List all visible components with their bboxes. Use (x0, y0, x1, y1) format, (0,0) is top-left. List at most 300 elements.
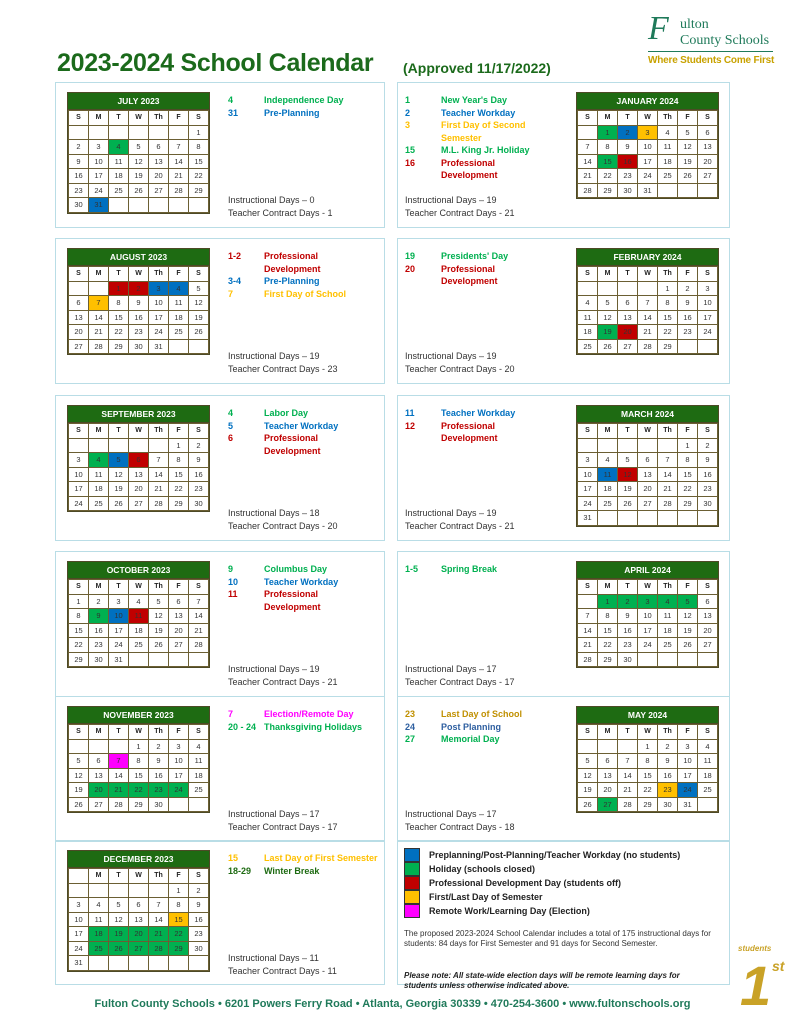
weekday-label: S (698, 580, 718, 595)
day-cell: 12 (149, 609, 169, 624)
day-cell: 28 (149, 496, 169, 511)
week-row (69, 652, 209, 667)
day-cell: 22 (109, 325, 129, 340)
day-cell: 30 (658, 797, 678, 812)
day-cell: 19 (109, 482, 129, 497)
day-cell-green: 4 (658, 594, 678, 609)
week-row (69, 296, 209, 311)
month-title: JULY 2023 (68, 93, 209, 110)
day-cell: 5 (578, 754, 598, 769)
empty-cell (598, 281, 618, 296)
instructional-days: Instructional Days – 0 (228, 195, 315, 205)
weekday-label: S (698, 424, 718, 439)
day-cell: 26 (149, 638, 169, 653)
day-cell: 26 (129, 183, 149, 198)
weekday-header-row (578, 424, 718, 439)
day-cell: 30 (89, 652, 109, 667)
day-cell: 11 (578, 310, 598, 325)
event-label: Spring Break (441, 564, 498, 574)
month-calendar (67, 92, 210, 214)
week-row (578, 125, 718, 140)
day-cell: 18 (578, 325, 598, 340)
day-cell-green: 4 (109, 140, 129, 155)
weekday-label: T (109, 111, 129, 126)
day-cell: 25 (578, 339, 598, 354)
week-row (69, 438, 209, 453)
day-cell: 17 (698, 310, 718, 325)
weekday-label: M (598, 111, 618, 126)
empty-cell (109, 125, 129, 140)
weekday-label: F (169, 580, 189, 595)
week-row (69, 310, 209, 325)
day-cell: 10 (698, 296, 718, 311)
empty-cell (658, 183, 678, 198)
event-date: 20 - 24 (228, 721, 257, 732)
weekday-label: T (109, 267, 129, 282)
weekday-label: F (678, 725, 698, 740)
instructional-days: Instructional Days – 18 (228, 508, 320, 518)
day-cell: 23 (189, 927, 209, 942)
day-cell: 28 (618, 797, 638, 812)
weekday-label: T (618, 424, 638, 439)
day-cell: 1 (678, 438, 698, 453)
day-cell: 5 (129, 140, 149, 155)
day-cell: 21 (169, 169, 189, 184)
day-cell: 8 (169, 898, 189, 913)
event-date: 12 (405, 420, 416, 431)
election-note: Please note: All state-wide election days will be remote learning days for students unless otherwise indicated above. (404, 971, 680, 990)
day-cell: 31 (578, 511, 598, 526)
weekday-label (69, 869, 89, 884)
day-cell: 29 (638, 797, 658, 812)
day-cell: 23 (618, 169, 638, 184)
event-item (228, 420, 372, 433)
month-panel (55, 395, 385, 541)
day-cell: 30 (189, 496, 209, 511)
day-cell: 9 (678, 296, 698, 311)
weekday-label: W (638, 725, 658, 740)
weekday-label: S (189, 424, 209, 439)
event-date: 18-29 (228, 865, 252, 876)
day-cell: 20 (598, 783, 618, 798)
weekday-label: Th (149, 424, 169, 439)
event-label: New Year's Day (441, 95, 508, 105)
day-counts (405, 808, 515, 834)
event-label: Columbus Day (264, 564, 328, 574)
day-cell: 28 (578, 652, 598, 667)
day-cell: 14 (169, 154, 189, 169)
weekday-label: M (89, 725, 109, 740)
weekday-label: S (578, 580, 598, 595)
event-label: Last Day of School (441, 709, 523, 719)
event-list (405, 708, 549, 746)
day-cell: 22 (189, 169, 209, 184)
day-cell: 2 (698, 438, 718, 453)
week-row (578, 438, 718, 453)
day-cell: 1 (189, 125, 209, 140)
weekday-label: Th (149, 869, 169, 884)
event-item (228, 563, 372, 576)
event-date: 1 (405, 95, 411, 105)
day-cell: 21 (658, 482, 678, 497)
event-item (228, 588, 372, 613)
weekday-label: S (189, 111, 209, 126)
event-date: 31 (228, 107, 239, 118)
empty-cell (69, 883, 89, 898)
day-cell: 25 (129, 638, 149, 653)
day-cell: 21 (578, 638, 598, 653)
day-cell: 23 (678, 325, 698, 340)
day-cell: 24 (638, 169, 658, 184)
day-grid (68, 579, 209, 667)
month-panel (55, 696, 385, 842)
event-label: Professional Development (264, 251, 321, 274)
day-cell-red: 2 (129, 281, 149, 296)
day-counts (228, 507, 338, 533)
day-cell: 28 (109, 797, 129, 812)
event-label: Memorial Day (441, 734, 500, 744)
day-cell-blue: 4 (169, 281, 189, 296)
day-cell-magenta: 7 (109, 754, 129, 769)
day-cell: 16 (698, 467, 718, 482)
day-cell: 12 (678, 609, 698, 624)
contract-days: Teacher Contract Days - 17 (405, 677, 515, 687)
empty-cell (578, 281, 598, 296)
empty-cell (618, 438, 638, 453)
month-panel (397, 82, 730, 228)
week-row (578, 310, 718, 325)
students-first-badge (738, 944, 791, 1024)
day-cell: 13 (169, 609, 189, 624)
empty-cell (169, 797, 189, 812)
weekday-label: W (129, 267, 149, 282)
day-cell: 15 (69, 623, 89, 638)
month-calendar (576, 561, 719, 668)
empty-cell (69, 125, 89, 140)
empty-cell (129, 125, 149, 140)
weekday-label: Th (658, 111, 678, 126)
empty-cell (149, 883, 169, 898)
day-cell: 1 (658, 281, 678, 296)
legend-swatch (404, 848, 420, 862)
day-cell: 16 (189, 912, 209, 927)
event-item (228, 94, 372, 107)
empty-cell (149, 956, 169, 971)
day-cell: 11 (189, 754, 209, 769)
day-counts (228, 350, 338, 376)
month-title: JANUARY 2024 (577, 93, 718, 110)
empty-cell (578, 594, 598, 609)
week-row (69, 941, 209, 956)
week-row (69, 883, 209, 898)
week-row (69, 797, 209, 812)
month-calendar (67, 248, 210, 355)
day-grid (68, 868, 209, 971)
event-date: 19 (405, 251, 416, 261)
week-row (578, 339, 718, 354)
day-cell: 27 (638, 496, 658, 511)
event-item (405, 119, 549, 144)
month-calendar (576, 405, 719, 527)
day-cell: 19 (149, 623, 169, 638)
weekday-label: F (169, 869, 189, 884)
day-cell-blue: 10 (109, 609, 129, 624)
event-list (228, 708, 372, 733)
day-cell: 16 (678, 310, 698, 325)
week-row (578, 768, 718, 783)
day-cell: 12 (69, 768, 89, 783)
day-cell: 3 (578, 453, 598, 468)
weekday-label: T (109, 725, 129, 740)
weekday-label: W (129, 580, 149, 595)
day-cell-red: 11 (129, 609, 149, 624)
day-cell: 8 (658, 296, 678, 311)
day-cell: 3 (69, 453, 89, 468)
legend-swatch (404, 904, 420, 918)
day-cell: 18 (109, 169, 129, 184)
day-cell: 14 (658, 467, 678, 482)
day-cell: 30 (618, 652, 638, 667)
event-label: Winter Break (264, 865, 320, 876)
month-title: FEBRUARY 2024 (577, 249, 718, 266)
weekday-header-row (69, 725, 209, 740)
event-label: Professional Development (264, 433, 321, 456)
day-cell: 29 (109, 339, 129, 354)
contract-days: Teacher Contract Days - 11 (228, 966, 337, 976)
event-label: Teacher Workday (264, 420, 339, 431)
weekday-label: Th (658, 424, 678, 439)
day-cell: 17 (578, 482, 598, 497)
event-date: 1-5 (405, 564, 419, 574)
event-item (405, 708, 549, 721)
month-panel (397, 395, 730, 541)
week-row (578, 325, 718, 340)
day-cell: 3 (109, 594, 129, 609)
day-cell-green: 26 (109, 941, 129, 956)
day-cell: 29 (169, 496, 189, 511)
day-cell: 3 (678, 739, 698, 754)
day-cell: 11 (89, 912, 109, 927)
weekday-header-row (69, 869, 209, 884)
empty-cell (598, 438, 618, 453)
day-cell: 9 (658, 754, 678, 769)
week-row (578, 511, 718, 526)
day-cell: 16 (149, 768, 169, 783)
day-cell: 29 (658, 339, 678, 354)
instructional-days: Instructional Days – 19 (405, 195, 497, 205)
empty-cell (129, 956, 149, 971)
legend-label: Preplanning/Post-Planning/Teacher Workday (no students) (429, 850, 681, 860)
day-cell: 8 (638, 754, 658, 769)
day-cell-blue: 5 (109, 453, 129, 468)
weekday-label: M (89, 111, 109, 126)
day-cell: 7 (149, 898, 169, 913)
day-cell: 11 (698, 754, 718, 769)
event-date: 20 (405, 263, 416, 274)
weekday-label: S (189, 725, 209, 740)
day-cell: 24 (578, 496, 598, 511)
week-row (69, 768, 209, 783)
day-cell: 19 (189, 310, 209, 325)
day-cell: 28 (658, 496, 678, 511)
event-label: Pre-Planning (264, 107, 320, 118)
weekday-label: Th (149, 580, 169, 595)
event-date: 1-2 (228, 251, 242, 261)
day-cell: 23 (189, 482, 209, 497)
empty-cell (89, 125, 109, 140)
day-cell-green: 19 (598, 325, 618, 340)
day-counts (405, 507, 515, 533)
weekday-label: M (89, 267, 109, 282)
day-cell: 7 (189, 594, 209, 609)
weekday-label: S (189, 580, 209, 595)
day-cell: 20 (698, 623, 718, 638)
day-cell: 20 (69, 325, 89, 340)
legend-label: First/Last Day of Semester (429, 892, 543, 902)
weekday-label: F (678, 580, 698, 595)
day-cell: 13 (129, 912, 149, 927)
weekday-header-row (69, 111, 209, 126)
day-cell: 28 (169, 183, 189, 198)
empty-cell (638, 652, 658, 667)
day-cell-green: 2 (618, 594, 638, 609)
day-cell: 23 (89, 638, 109, 653)
day-cell: 15 (638, 768, 658, 783)
day-cell: 1 (169, 438, 189, 453)
contract-days: Teacher Contract Days - 21 (405, 208, 515, 218)
event-list (405, 563, 549, 576)
month-panel (55, 238, 385, 384)
event-item (228, 275, 372, 288)
day-cell: 26 (69, 797, 89, 812)
event-label: Professional Development (264, 589, 321, 612)
day-cell: 25 (598, 496, 618, 511)
weekday-label: F (169, 725, 189, 740)
day-cell: 14 (618, 768, 638, 783)
day-cell: 14 (149, 467, 169, 482)
empty-cell (89, 883, 109, 898)
day-cell: 30 (129, 339, 149, 354)
event-item (228, 721, 372, 734)
day-cell: 5 (189, 281, 209, 296)
empty-cell (698, 797, 718, 812)
weekday-label: S (698, 267, 718, 282)
month-title: SEPTEMBER 2023 (68, 406, 209, 423)
day-cell: 27 (169, 638, 189, 653)
day-cell-blue: 31 (89, 198, 109, 213)
weekday-header-row (578, 111, 718, 126)
day-cell: 6 (149, 140, 169, 155)
day-cell: 22 (638, 783, 658, 798)
weekday-label: S (578, 424, 598, 439)
day-cell-gold: 3 (638, 125, 658, 140)
contract-days: Teacher Contract Days - 1 (228, 208, 333, 218)
empty-cell (169, 956, 189, 971)
event-item (228, 288, 372, 301)
event-date: 15 (405, 145, 416, 155)
day-cell: 24 (638, 638, 658, 653)
day-cell: 24 (109, 638, 129, 653)
day-cell: 1 (129, 739, 149, 754)
day-cell: 6 (698, 594, 718, 609)
empty-cell (69, 281, 89, 296)
day-cell: 13 (149, 154, 169, 169)
day-cell: 17 (109, 623, 129, 638)
month-calendar (67, 706, 210, 813)
day-cell: 20 (638, 482, 658, 497)
day-cell: 24 (149, 325, 169, 340)
event-label: Professional Development (441, 420, 498, 443)
week-row (69, 783, 209, 798)
day-cell: 18 (698, 768, 718, 783)
day-cell: 18 (658, 154, 678, 169)
day-grid (577, 724, 718, 812)
day-cell: 28 (189, 638, 209, 653)
day-cell: 3 (89, 140, 109, 155)
instructional-days: Instructional Days – 19 (228, 664, 320, 674)
day-cell: 2 (149, 739, 169, 754)
day-cell: 29 (69, 652, 89, 667)
day-cell: 5 (598, 296, 618, 311)
day-cell: 12 (129, 154, 149, 169)
day-cell: 13 (698, 609, 718, 624)
month-panel (55, 840, 385, 985)
day-cell: 26 (618, 496, 638, 511)
day-cell: 10 (69, 912, 89, 927)
week-row (69, 496, 209, 511)
month-title: MAY 2024 (577, 707, 718, 724)
day-cell: 27 (129, 496, 149, 511)
month-title: APRIL 2024 (577, 562, 718, 579)
weekday-label: W (129, 869, 149, 884)
day-cell: 26 (578, 797, 598, 812)
empty-cell (698, 652, 718, 667)
month-calendar (67, 405, 210, 512)
event-date: 7 (228, 288, 234, 299)
day-cell: 7 (149, 453, 169, 468)
day-cell: 27 (698, 169, 718, 184)
weekday-label: S (69, 580, 89, 595)
weekday-label: Th (149, 725, 169, 740)
day-cell: 7 (638, 296, 658, 311)
day-cell: 28 (578, 183, 598, 198)
day-cell: 8 (189, 140, 209, 155)
weekday-label: T (618, 725, 638, 740)
day-cell: 15 (678, 467, 698, 482)
month-title: OCTOBER 2023 (68, 562, 209, 579)
day-cell: 9 (698, 453, 718, 468)
week-row (69, 754, 209, 769)
day-cell: 2 (658, 739, 678, 754)
day-cell: 21 (618, 783, 638, 798)
day-cell: 17 (89, 169, 109, 184)
empty-cell (698, 511, 718, 526)
event-label: Last Day of First Semester (264, 853, 378, 863)
event-date: 3-4 (228, 276, 242, 286)
weekday-label: S (189, 267, 209, 282)
event-item (228, 407, 372, 420)
instructional-days: Instructional Days – 19 (405, 508, 497, 518)
weekday-label: Th (149, 111, 169, 126)
day-cell-green: 18 (89, 927, 109, 942)
weekday-label: T (109, 424, 129, 439)
day-cell: 17 (69, 927, 89, 942)
event-date: 16 (405, 157, 416, 168)
instructional-days: Instructional Days – 17 (228, 809, 320, 819)
day-cell: 7 (578, 609, 598, 624)
day-cell: 4 (129, 594, 149, 609)
weekday-label: F (169, 267, 189, 282)
